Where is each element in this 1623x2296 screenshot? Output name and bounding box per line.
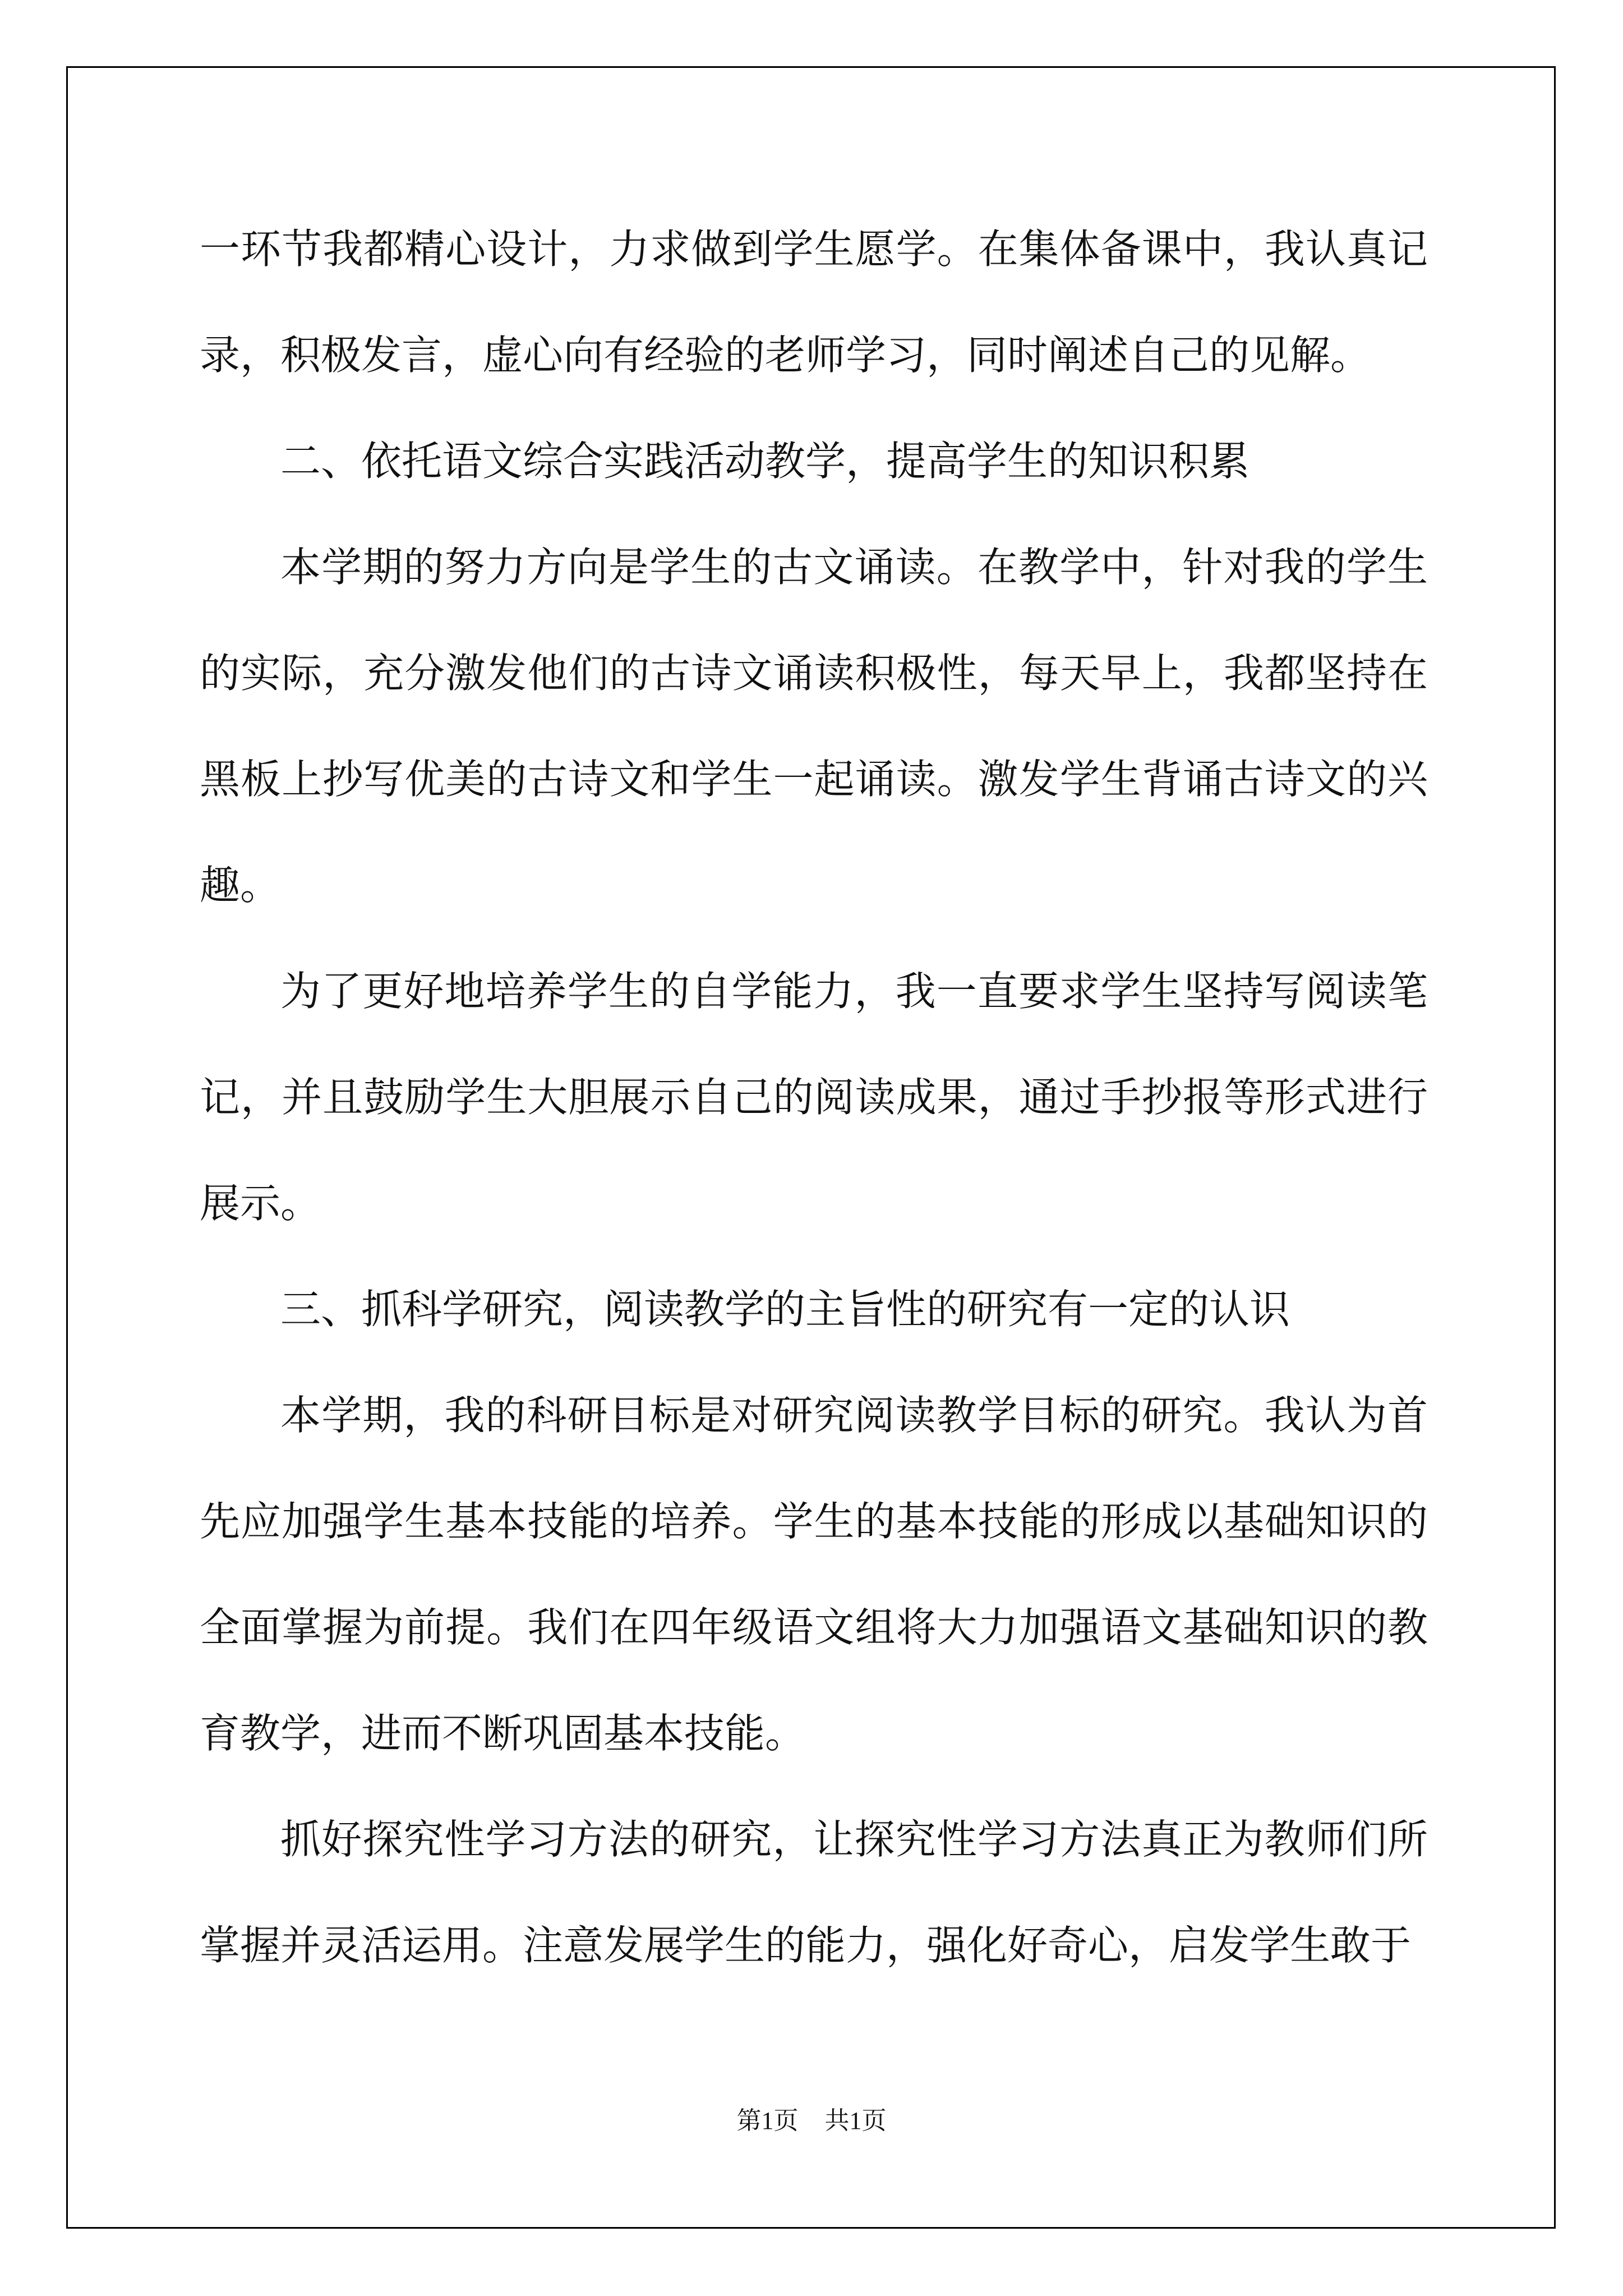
page-footer	[0, 2100, 1623, 2136]
paragraph: 一环节我都精心设计，力求做到学生愿学。在集体备课中，我认真记录，积极发言，虚心向有经验的老师学习，同时阐述自己的见解。	[200, 226, 1428, 379]
section-heading: 二、依托语文综合实践活动教学，提高学生的知识积累	[280, 438, 1250, 485]
page-total: 共1页	[824, 2107, 887, 2134]
section-heading: 三、抓科学研究，阅读教学的主旨性的研究有一定的认识	[280, 1286, 1290, 1333]
document-body	[200, 196, 1428, 1999]
paragraph: 本学期的努力方向是学生的古文诵读。在教学中，针对我的学生的实际，充分激发他们的古诗文诵读积极性，每天早上，我都坚持在黑板上抄写优美的古诗文和学生一起诵读。激发学生背诵古诗文的兴趣。	[200, 544, 1428, 909]
paragraph: 为了更好地培养学生的自学能力，我一直要求学生坚持写阅读笔记，并且鼓励学生大胆展示自己的阅读成果，通过手抄报等形式进行展示。	[200, 968, 1428, 1227]
page-number: 第1页	[736, 2107, 799, 2134]
paragraph: 本学期，我的科研目标是对研究阅读教学目标的研究。我认为首先应加强学生基本技能的培养。学生的基本技能的形成以基础知识的全面掌握为前提。我们在四年级语文组将大力加强语文基础知识的教育教学，进而不断巩固基本技能。	[200, 1392, 1428, 1757]
paragraph: 抓好探究性学习方法的研究，让探究性学习方法真正为教师们所掌握并灵活运用。注意发展学生的能力，强化好奇心，启发学生敢于	[200, 1816, 1428, 1969]
